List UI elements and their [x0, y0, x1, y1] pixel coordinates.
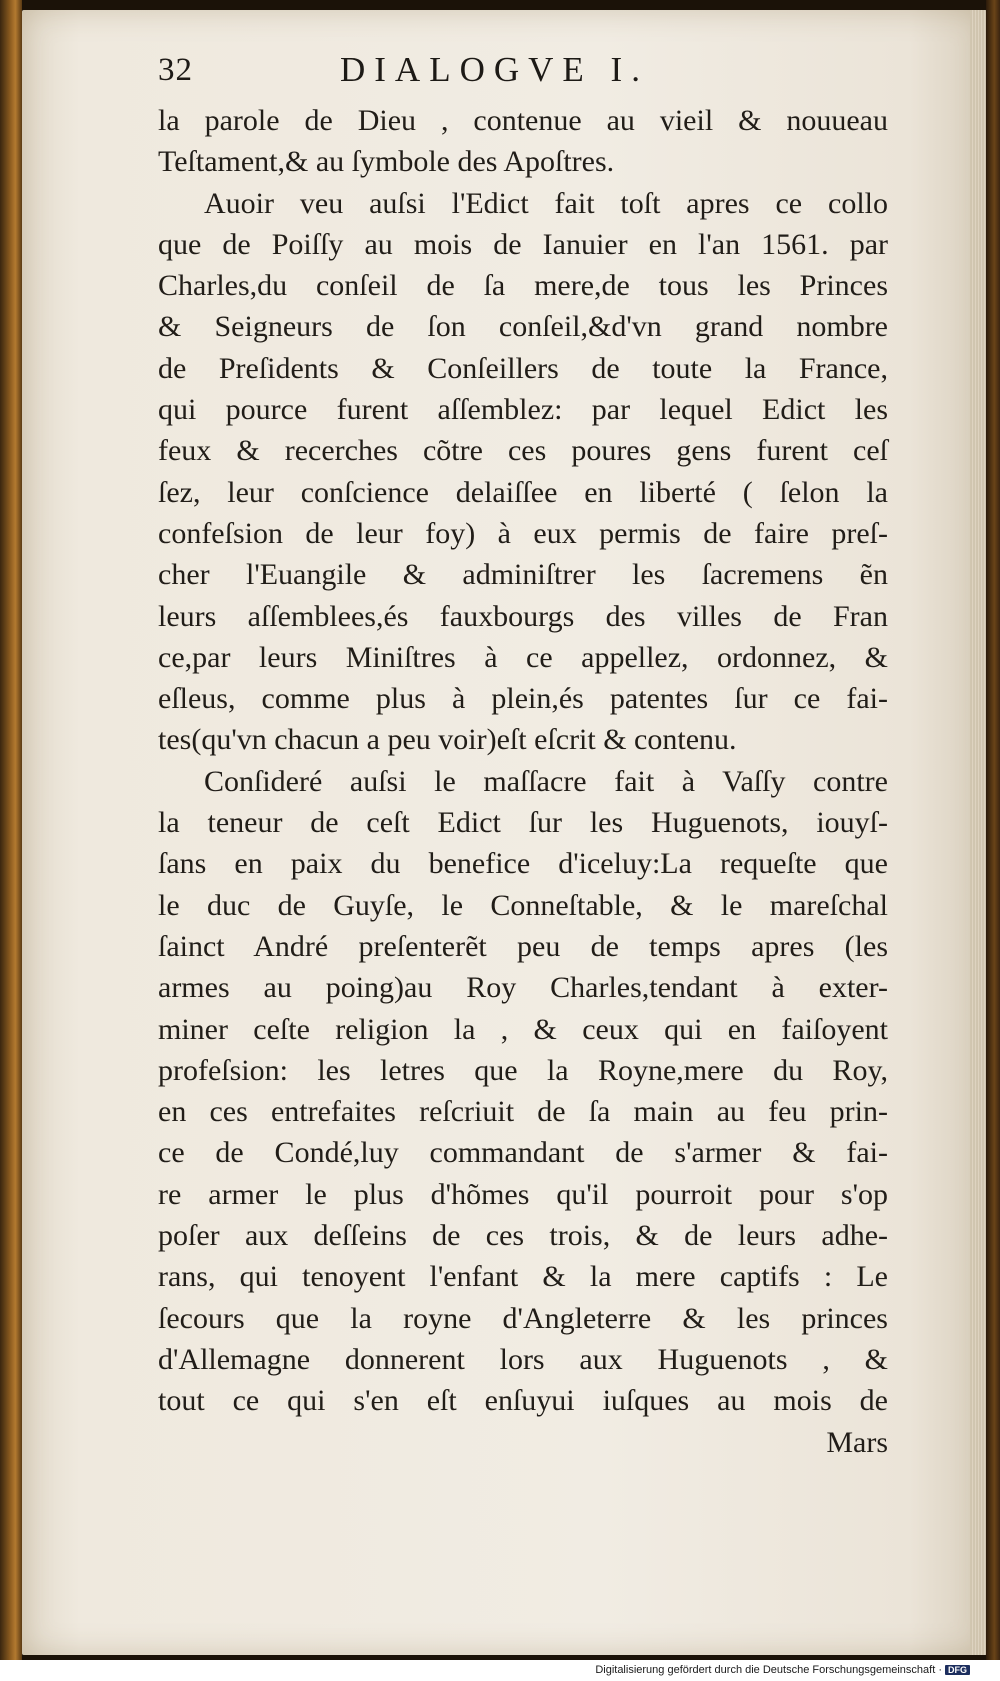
page-edges [970, 10, 986, 1655]
text-line: la teneur de ceſt Edict ſur les Huguenots, iouyſ- [158, 806, 888, 840]
text-line: & Seigneurs de ſon conſeil,&d'vn grand nombre [158, 310, 888, 344]
footer-credit [595, 1664, 970, 1676]
text-line: ce,par leurs Miniſtres à ce appellez, ordonnez, & [158, 640, 888, 674]
text-line: d'Allemagne donnerent lors aux Huguenots , & [158, 1342, 888, 1376]
text-line: ſecours que la royne d'Angleterre & les princes [158, 1301, 888, 1335]
text-line: la parole de Dieu , contenue au vieil & nouueau [158, 104, 888, 137]
text-line: re armer le plus d'hõmes qu'il pourroit pour s'op [158, 1177, 888, 1211]
dfg-logo[interactable]: DFG [945, 1665, 970, 1675]
text-line: tout ce qui s'en eſt enſuyui iuſques au mois de [158, 1384, 888, 1418]
text-line: poſer aux deſſeins de ces trois, & de leurs adhe- [158, 1219, 888, 1253]
text-line: profeſsion: les letres que la Royne,mere du Roy, [158, 1053, 888, 1087]
text-line: Teſtament,& au ſymbole des Apoſtres. [158, 145, 615, 179]
text-line: armes au poing)au Roy Charles,tendant à exter- [158, 971, 888, 1005]
running-head: DIALOGVE I. [340, 50, 649, 89]
body-text [158, 100, 888, 1463]
text-line: rans, qui tenoyent l'enfant & la mere captifs : Le [158, 1260, 888, 1294]
catchword: Mars [826, 1425, 888, 1459]
text-line: Charles,du conſeil de ſa mere,de tous les Princes [158, 269, 888, 303]
binding-leather-left [0, 0, 22, 1660]
text-line: eſleus, comme plus à plein,és patentes ſur ce fai- [158, 682, 888, 716]
text-line: leurs aſſemblees,és fauxbourgs des villes de Fran [158, 599, 888, 633]
text-line: de Preſidents & Conſeillers de toute la France, [158, 351, 888, 385]
text-line: feux & recerches cõtre ces poures gens furent ceſ [158, 434, 888, 468]
text-line: Auoir veu auſsi l'Edict fait toſt apres ce collo [204, 186, 888, 220]
text-line: le duc de Guyſe, le Conneſtable, & le mareſchal [158, 888, 888, 922]
text-line: miner ceſte religion la , & ceux qui en faiſoyent [158, 1012, 888, 1046]
page-number: 32 [158, 52, 193, 88]
text-line: Conſideré auſsi le maſſacre fait à Vaſſy contre [204, 764, 888, 798]
text-line: en ces entrefaites reſcriuit de ſa main au feu prin- [158, 1095, 888, 1129]
text-line: que de Poiſſy au mois de Ianuier en l'an 1561. par [158, 227, 888, 261]
text-line: ce de Condé,luy commandant de s'armer & fai- [158, 1136, 888, 1170]
text-line: ſez, leur conſcience delaiſſee en liberté ( ſelon la [158, 475, 888, 509]
text-line: ſans en paix du benefice d'iceluy:La requeſte que [158, 847, 888, 881]
text-line: ſainct André preſenterẽt peu de temps apres (les [158, 929, 888, 963]
text-line: tes(qu'vn chacun a peu voir)eſt eſcrit & contenu. [158, 723, 737, 757]
binding-leather-right [986, 0, 1000, 1660]
text-line: cher l'Euangile & adminiſtrer les ſacremens ẽn [158, 558, 888, 592]
footer-credit-text: Digitalisierung gefördert durch die Deutsche Forschungsgemeinschaft · [595, 1664, 942, 1676]
text-line: confeſsion de leur foy) à eux permis de faire preſ- [158, 516, 888, 550]
text-line: qui pource furent aſſemblez: par lequel Edict les [158, 393, 888, 427]
